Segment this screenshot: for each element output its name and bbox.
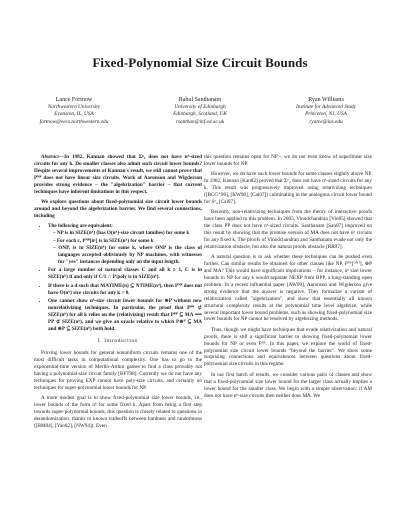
body-paragraph: In our first batch of results, we consider various pairs of classes and show that a fixed-polynomial size lower bound for the larger class actually implies a lower bound for the smaller class. We begin with a simple observation: if AM does not have nᵏ-size circuits then neither does MA. We xyxy=(204,371,372,399)
right-column xyxy=(204,154,372,403)
author-name: Lance Fortnow xyxy=(55,97,93,103)
author-location: Princeton, NJ, USA xyxy=(305,111,347,118)
author-location: Edinburgh, Scotland, UK xyxy=(173,111,227,118)
body-paragraph: Proving lower bounds for general nonuniform circuits remains one of the most difficult tasks in computational complexity. One has to go to the exponential-time version of Merlin-Arthur games to find a class provably not having a polynomial-size circuit family [BFT98]. Currently we do not have any techniques for proving EXP cannot have poly-size circuits, and certainly no techniques for super-polynomial lower bounds for NP. xyxy=(34,350,202,391)
author-name: Rahul Santhanam xyxy=(178,97,222,103)
list-item: • One cannot show nᵏ-size circuit lower bounds for ⊕P without new nonrelativizing techniques. In particular, the proof that Pᴾᴾ ⊄ SIZE(nᵏ) for all k relies on the (relativizing) result that Pᴾᴾ ⊆ MA ⟹ PP ⊄ SIZE(nᵏ), and we give an oracle relative to which P⊕ᴾ ⊆ MA and ⊕P ⊆ SIZE(nᵏ) both hold. xyxy=(48,298,202,333)
abstract-paragraph-1: Abstract—In 1982, Kannan showed that Σᵖ₂ does not have nᵏ-sized circuits for any k. Do smaller classes also admit such circuit lower bounds? Despite several improvements of Kannan's result, we still cannot prove that Pᴺᴾ does not have linear size circuits. Work of Aaronson and Wigderson provides strong evidence – the "algebrization" barrier – that current techniques have inherent limitations in this respect. xyxy=(34,154,202,195)
abstract-paragraph-2: We explore questions about fixed-polynomial size circuit lower bounds around and beyond the algebrization barrier. We find several connections, including xyxy=(34,198,202,219)
abstract-label: Abstract xyxy=(41,154,59,160)
body-paragraph: this question remains open for NP – we do not even know of superlinear size lower bounds for NP. xyxy=(204,154,372,167)
left-column xyxy=(34,154,202,433)
body-paragraph: A more modest goal is to show fixed-polynomial size lower bounds, i.e., lower bounds of the form nᵏ for some fixed k. Apart from being a first step towards super-polynomial bounds, this question is closely related to questions in derandomization, thanks to known tradeoffs between hardness and randomness ([BM84], [Yao82], [NW94]). Even xyxy=(34,395,202,429)
body-paragraph: Thus, though we might have techniques that evade relativization and natural proofs, there is still a significant barrier to showing fixed-polynomial lower bounds for NP or even Pᴺᴾ. In this paper, we explore the world of fixed-polynomial size circuit lower bounds "beyond the barrier". We show some surprising connections and equivalences between questions about fixed-polynomial size circuits in this regime. xyxy=(204,326,372,368)
body-paragraph: A natural question is to ask whether these techniques can be pushed even further. Can similar results be obtained for other classes like NP, Pᴺᴾ[ᴼ⁽¹⁾], ⊕P and MA? This would have significant implications – for instance, nᵏ size lower bounds in NP for any k would separate NEXP from BPP, a long-standing open problem. In a recent influential paper [AW09], Aaronson and Wigderson give strong evidence that the answer is negative. They formalize a variant of relativization called "algebrization", and show that essentially all known structural complexity results at the polynomial time level algebrize, while several important lower bound problems, such as showing fixed-polynomial size lower bounds for NP cannot be resolved by algebrizing methods. xyxy=(204,254,372,323)
author-location: Evanston, IL, USA xyxy=(54,111,94,118)
author-name: Ryan Williams xyxy=(308,97,344,103)
abstract xyxy=(34,154,202,332)
list-item: • For a large number of natural classes C and all k ≥ 1, C is in SIZE(nᵏ) if and only if C/1 ∩ P/poly is in SIZE(nᵏ). xyxy=(48,267,202,281)
equivalence-list xyxy=(48,230,202,266)
author-block-1 xyxy=(12,97,136,126)
author-block-2 xyxy=(138,97,262,126)
author-affiliation: University of Edinburgh xyxy=(174,104,226,111)
author-affiliation: Institute for Advanced Study xyxy=(295,104,357,111)
author-email: ryanw@ias.edu xyxy=(309,118,343,125)
list-item: • If there is a d such that MATIME(n) ⊆ NTIME(nᵈ), then Pᴺᴾ does not have O(nᵏ) size circuits for any k > 0. xyxy=(48,283,202,297)
list-item: – ONPᵢ is in SIZE(nᵏ) for some k, where ONP is the class of languages accepted obliviously by NP machines, with witnesses for "yes" instances depending only on the input length. xyxy=(58,245,202,266)
author-affiliation: Northwestern University xyxy=(47,104,101,111)
section-heading: I. Introduction xyxy=(97,338,139,345)
author-email: rsanthan@inf.ed.ac.uk xyxy=(175,118,225,125)
abstract-bullet-list xyxy=(34,223,202,332)
list-item: – NP is in SIZE(nᵏ) (has O(nᵏ)-size circuit families) for some k xyxy=(58,230,202,237)
list-item: – For each c, Pᴺᴾ[nᶜ] is in SIZE(nᵏ) for some k xyxy=(58,238,202,245)
author-email: fortnow@eecs.northwestern.edu xyxy=(39,118,109,125)
paper-title: Fixed-Polynomial Size Circuit Bounds xyxy=(92,55,308,70)
body-paragraph: However, we do have such lower bounds for some classes slightly above NP. In 1982, Kannan [Kan82] proved that Σᵖ₂ does not have nᵏ-sized circuits for any k. This result was progressively improved using relativizing techniques ([BCG⁺96], [KW98], [Cai07]) culminating in the analogous circuit lower bound for Sᵖ₂ [Cai07]. xyxy=(204,171,372,205)
body-paragraph: Recently, non-relativizing techniques from the theory of interactive proofs have been applied to this problem. In 2005, Vinodchandran [Vin05] showed that the class PP does not have nᵏ-sized circuits. Santhanam [San07] improved on this result by showing that the promise version of MA does not have nᵏ circuits for any fixed k. The proofs of Vinodchandran and Santhanam evade not only the relativization obstacle, but also the natural proofs obstacle [RR97]. xyxy=(204,209,372,250)
author-block-3 xyxy=(264,97,388,126)
list-item: • The following are equivalent: – NP is in SIZE(nᵏ) (has O(nᵏ)-size circuit families) for some k – For each c, Pᴺᴾ[nᶜ] is in SIZE(nᵏ) for some k – ONPᵢ is in SIZE(nᵏ) for some k, where ONP is the class of languages accepted obliviously by NP machines, with witnesses for "yes" instances depending only on the input length. xyxy=(48,223,202,266)
